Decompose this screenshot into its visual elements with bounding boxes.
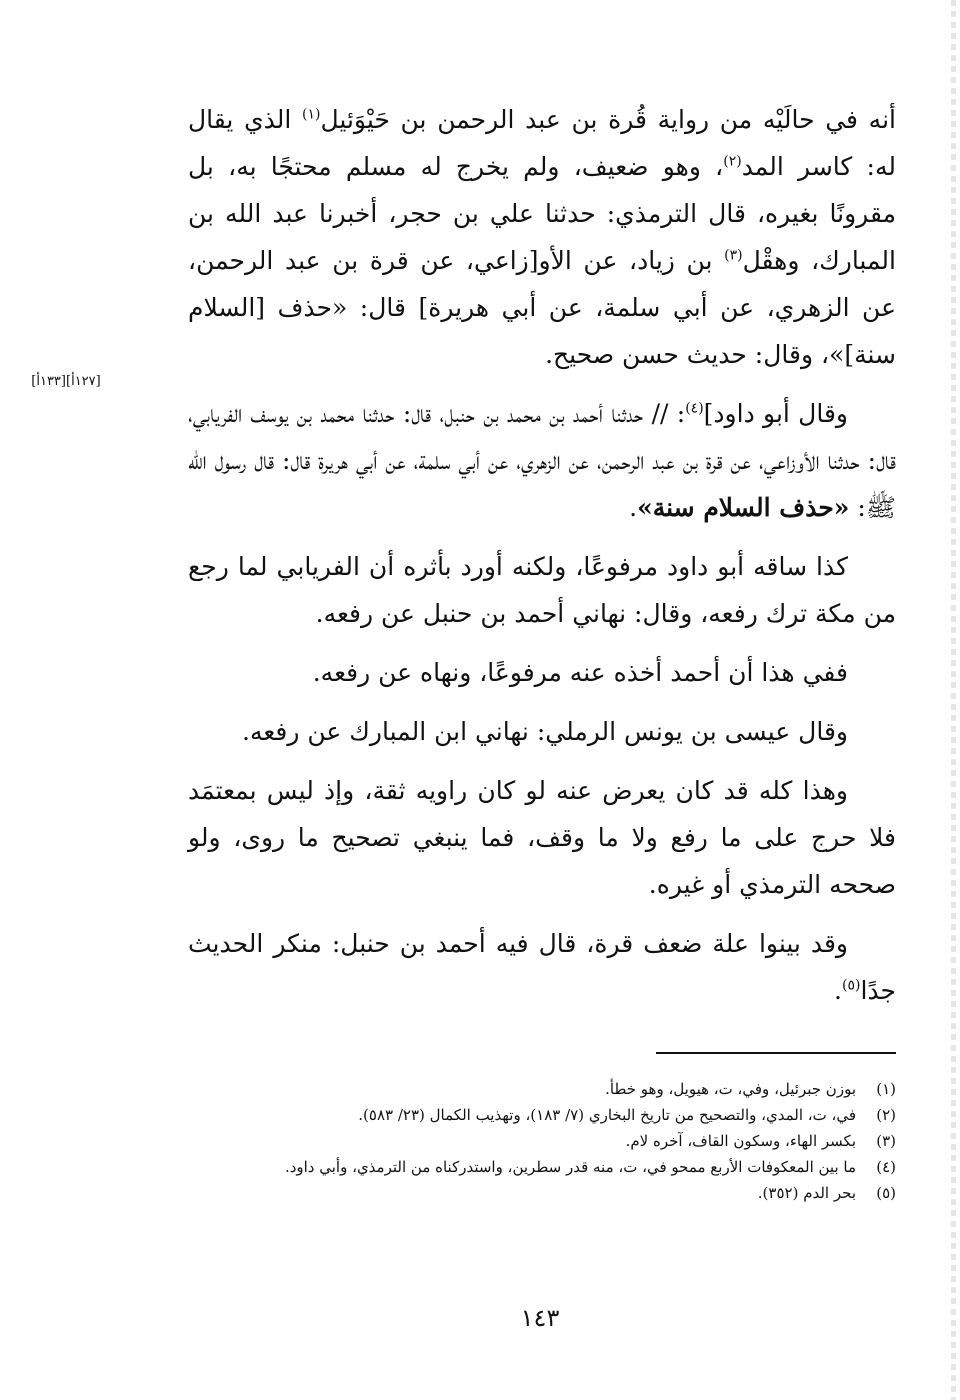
- footnote-ref-5[interactable]: (٥): [842, 977, 861, 994]
- footnote-5: [220, 1180, 896, 1206]
- page-edge-shadow: [951, 0, 956, 1400]
- footnote-3: [220, 1128, 896, 1154]
- footnote-ref-3[interactable]: (٣): [724, 247, 743, 264]
- footnote-number: (٣): [876, 1132, 896, 1150]
- footnotes: [220, 1076, 896, 1206]
- footnote-text: بحر الدم (٣٥٢).: [757, 1184, 856, 1202]
- main-text: [188, 96, 896, 1026]
- page-number: ١٤٣: [520, 1304, 560, 1332]
- footnote-text: بكسر الهاء، وسكون القاف، آخره لام.: [625, 1132, 856, 1150]
- footnote-divider: [656, 1052, 896, 1054]
- footnote-2: [220, 1102, 896, 1128]
- hadith-quote: «حذف السلام سنة»: [637, 493, 850, 522]
- paragraph-6: وهذا كله قد كان يعرض عنه لو كان راويه ثقة، وإذ ليس بمعتمَد فلا حرج على ما رفع ولا ما وقف، فما ينبغي تصحيح ما روى، ولو صححه الترمذي أو غيره.: [188, 776, 896, 899]
- footnote-text: ما بين المعكوفات الأربع ممحو في، ت، منه قدر سطرين، واستدركناه من الترمذي، وأبي داود.: [284, 1158, 856, 1176]
- paragraph-2: وقال أبو داود]$^{(٤)}$: // حدثنا أحمد بن محمد بن حنبل، قال: حدثنا محمد بن يوسف الفريابي، قال: حدثنا الأوزاعي، عن قرة بن عبد الرحمن، عن الزهري، عن أبي سلمة، عن أبي هريرة قال: قال رسول الله ﷺ: «حذف السلام سنة».: [188, 399, 896, 522]
- footnote-number: (٤): [876, 1158, 896, 1176]
- paragraph-3: كذا ساقه أبو داود مرفوعًا، ولكنه أورد بأثره أن الفريابي لما رجع من مكة ترك رفعه، وقال: نهاني أحمد بن حنبل عن رفعه.: [188, 552, 896, 628]
- paragraph-5: وقال عيسى بن يونس الرملي: نهاني ابن المبارك عن رفعه.: [242, 717, 848, 746]
- paragraph-4: ففي هذا أن أحمد أخذه عنه مرفوعًا، ونهاه عن رفعه.: [312, 658, 848, 687]
- manuscript-folio-ref: [١٢٧أ][١٣٣أ]: [31, 374, 101, 389]
- paragraph-1: أنه في حالَيْه من رواية قُرة بن عبد الرحمن بن حَيْوَئيل$^{(١)}$ الذي يقال له: كاسر المد$^{(٢)}$، وهو ضعيف، ولم يخرج له مسلم محتجًا به، بل مقرونًا بغيره، قال الترمذي: حدثنا علي بن حجر، أخبرنا عبد الله بن المبارك، وهقْل$^{(٣)}$ بن زياد، عن الأو[زاعي، عن قرة بن عبد الرحمن، عن الزهري، عن أبي سلمة، عن أبي هريرة] قال: «حذف [السلام سنة]»، وقال: حديث حسن صحيح.: [188, 105, 896, 369]
- footnote-number: (٥): [876, 1184, 896, 1202]
- footnote-number: (٢): [876, 1106, 896, 1124]
- footnote-ref-1[interactable]: (١): [302, 106, 321, 123]
- footnote-ref-2[interactable]: (٢): [723, 153, 742, 170]
- footnote-text: بوزن جبرئيل، وفي، ت، هيويل، وهو خطأ.: [605, 1080, 856, 1098]
- footnote-ref-4[interactable]: (٤): [685, 400, 704, 417]
- footnote-1: [220, 1076, 896, 1102]
- paragraph-7: وقد بينوا علة ضعف قرة، قال فيه أحمد بن حنبل: منكر الحديث جدًا$^{(٥)}$.: [188, 929, 896, 1005]
- footnote-number: (١): [876, 1080, 896, 1098]
- footnote-4: [220, 1154, 896, 1180]
- footnote-text: في، ت، المدي، والتصحيح من تاريخ البخاري (٧/ ١٨٣)، وتهذيب الكمال (٢٣/ ٥٨٣).: [358, 1106, 856, 1124]
